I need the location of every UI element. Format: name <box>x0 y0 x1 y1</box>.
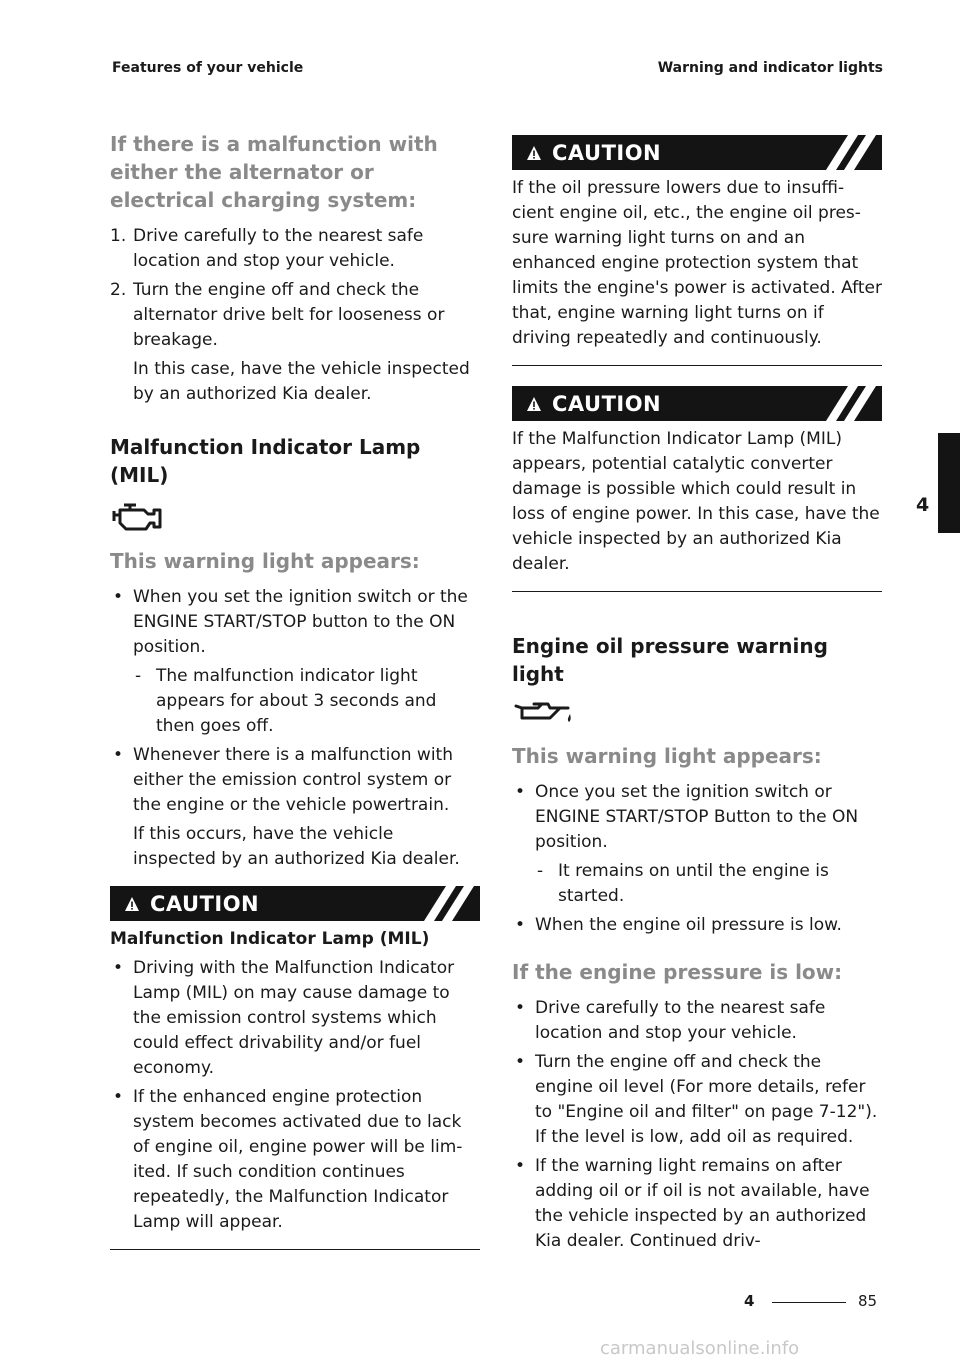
bullet-text: Whenever there is a malfunction with either the emission control system or the engine or the vehicle powertrain. <box>133 745 453 815</box>
low-pressure-heading: If the engine pressure is low: <box>512 960 843 984</box>
bullet-icon: • <box>113 1087 124 1107</box>
list-item <box>512 1050 882 1150</box>
oil-bullets <box>512 780 882 938</box>
watermark: carmanualsonline.info <box>600 1338 800 1359</box>
caution-bar <box>512 386 882 421</box>
list-item <box>110 585 480 739</box>
engine-check-icon <box>110 499 166 533</box>
step-text: Drive carefully to the nearest safe location and stop your vehicle. <box>133 226 424 271</box>
steps-note: In this case, have the vehicle inspected by an authorized Kia dealer. <box>133 359 470 404</box>
left-column <box>110 130 480 1250</box>
chapter-tab <box>938 433 960 533</box>
bullet-icon: • <box>515 1052 526 1072</box>
bullet-icon: • <box>113 745 124 765</box>
bullet-text: Turn the engine off and check the engine oil level (For more details, refer to "Engine oil and filter" on page 7-12"). If the level is low, add oil as required. <box>535 1052 878 1147</box>
caution-title: CAUTION <box>552 140 662 165</box>
step-number: 1. <box>110 226 127 246</box>
stripe-decoration <box>822 386 882 421</box>
oil-appears-heading: This warning light appears: <box>512 744 822 768</box>
bullet-text: If the warning light remains on after adding oil or if oil is not available, have the vehicle inspected by an authorized Kia dealer. Continued driv- <box>535 1156 870 1251</box>
bullet-text: When the engine oil pressure is low. <box>535 915 842 935</box>
bullet-text: If the enhanced engine protection system becomes activated due to lack of engine oil, engine power will be lim-ited. If such condition continues repeatedly, the Malfunction Indicator Lamp will appear. <box>133 1087 463 1232</box>
sub-list-item <box>133 664 480 739</box>
caution-title: CAUTION <box>552 391 662 416</box>
sub-list-item <box>535 859 882 909</box>
bullet-icon: • <box>113 958 124 978</box>
bullet-icon: • <box>113 587 124 607</box>
mil-note: If this occurs, have the vehicle inspected by an authorized Kia dealer. <box>133 824 460 869</box>
caution-text: If the Malfunction Indicator Lamp (MIL) appears, potential catalytic converter damage is possible which could result in loss of engine power. In this case, have the vehicle inspected by an authorized Kia dealer. <box>512 429 880 574</box>
bullet-text: When you set the ignition switch or the ENGINE START/STOP button to the ON position. <box>133 587 468 657</box>
running-header-right: Warning and indicator lights <box>657 60 883 76</box>
caution-bar <box>512 135 882 170</box>
warning-triangle-icon <box>124 896 140 912</box>
bullet-icon: • <box>515 998 526 1018</box>
sub-item-text: The malfunction indicator light appears for about 3 seconds and then goes off. <box>156 666 437 736</box>
bullet-text: Driving with the Malfunction Indicator Lamp (MIL) on may cause damage to the emission control systems which could effect drivability and/or fuel economy. <box>133 958 455 1078</box>
chapter-number: 4 <box>744 1292 755 1310</box>
bullet-icon: • <box>515 1156 526 1176</box>
step-number: 2. <box>110 280 127 300</box>
warning-triangle-icon <box>526 396 542 412</box>
list-item <box>110 1085 480 1235</box>
alternator-malfunction-heading: If there is a malfunction with either the alternator or electrical charging system: <box>110 132 438 212</box>
page-number: 85 <box>858 1292 878 1310</box>
caution-text: If the oil pressure lowers due to insuffi-cient engine oil, etc., the engine oil pres-sure warning light turns on and an enhanced engine protection system that limits the engine's power is activated. After that, engine warning light turns on if driving repeatedly and continuously. <box>512 178 882 348</box>
step-text: Turn the engine off and check the alternator drive belt for looseness or breakage. <box>133 280 445 350</box>
list-item <box>110 743 480 872</box>
stripe-decoration <box>420 886 480 921</box>
mil-heading: Malfunction Indicator Lamp (MIL) <box>110 435 421 487</box>
bullet-icon: • <box>515 782 526 802</box>
list-item <box>512 913 882 938</box>
caution-divider <box>512 591 882 592</box>
list-item <box>512 996 882 1046</box>
step-item <box>110 224 480 274</box>
low-pressure-bullets <box>512 996 882 1254</box>
oil-pressure-heading: Engine oil pressure warning light <box>512 634 828 686</box>
sub-item-text: It remains on until the engine is started. <box>558 861 829 906</box>
caution-bullets <box>110 956 480 1235</box>
caution-bar <box>110 886 480 921</box>
bullet-icon: • <box>515 915 526 935</box>
right-column <box>512 135 882 1258</box>
running-header-left: Features of your vehicle <box>112 60 304 76</box>
bullet-text: Drive carefully to the nearest safe location and stop your vehicle. <box>535 998 826 1043</box>
chapter-tab-number: 4 <box>916 494 930 516</box>
dash-icon: - <box>135 666 142 686</box>
caution-divider <box>110 1249 480 1250</box>
step-item <box>110 278 480 407</box>
caution-divider <box>512 365 882 366</box>
list-item <box>110 956 480 1081</box>
mil-appears-heading: This warning light appears: <box>110 549 420 573</box>
caution-subtitle: Malfunction Indicator Lamp (MIL) <box>110 929 430 949</box>
list-item <box>512 780 882 909</box>
mil-bullets <box>110 585 480 872</box>
warning-triangle-icon <box>526 145 542 161</box>
list-item <box>512 1154 882 1254</box>
oil-can-icon <box>512 698 574 728</box>
footer-divider <box>772 1302 846 1303</box>
alternator-steps <box>110 224 480 407</box>
dash-icon: - <box>537 861 544 881</box>
caution-title: CAUTION <box>150 891 260 916</box>
bullet-text: Once you set the ignition switch or ENGINE START/STOP Button to the ON position. <box>535 782 859 852</box>
stripe-decoration <box>822 135 882 170</box>
